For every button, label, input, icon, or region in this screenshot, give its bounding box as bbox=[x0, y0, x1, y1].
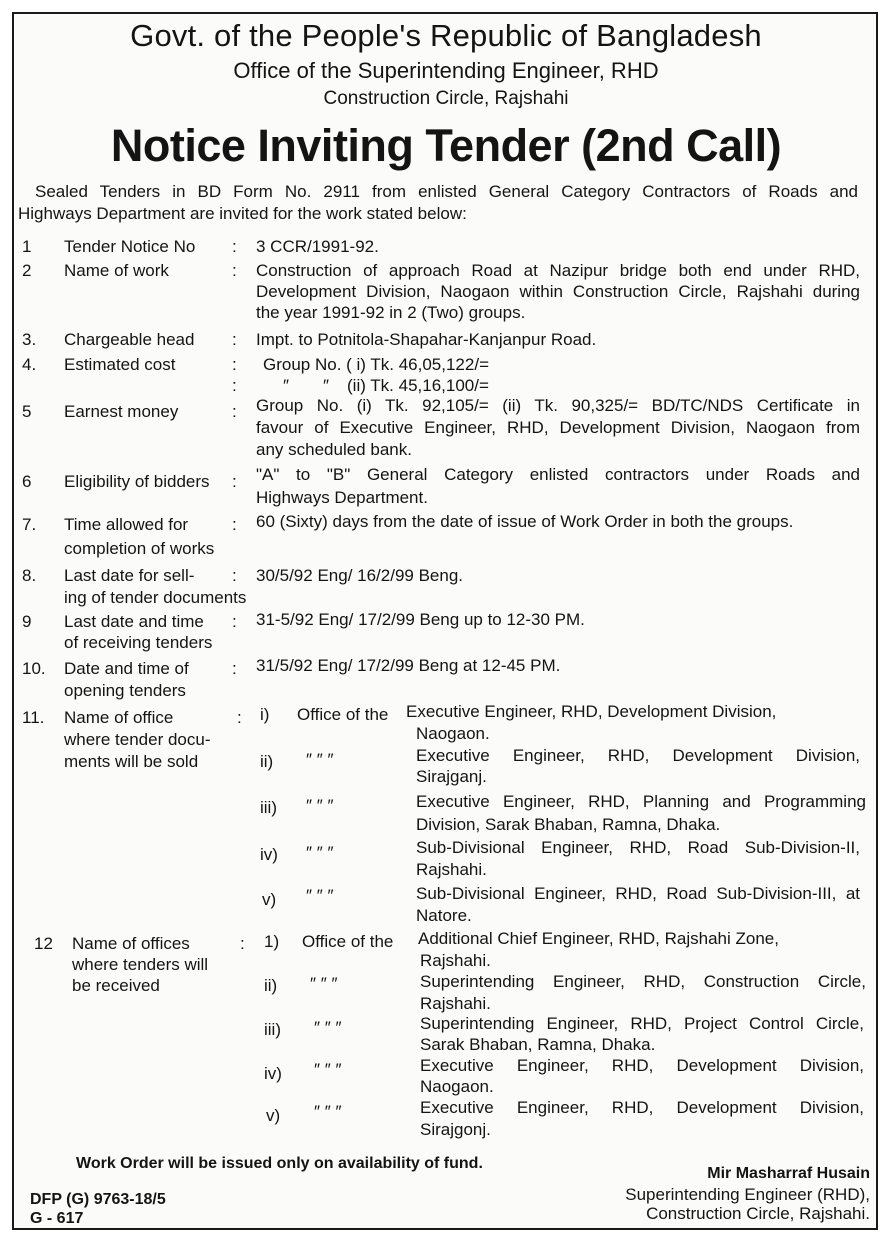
office-prefix: ″ ″ ″ bbox=[314, 1102, 342, 1121]
item-number: 1 bbox=[22, 237, 32, 256]
intro-line-2: Highways Department are invited for the work stated below: bbox=[18, 204, 467, 223]
office-heading: Office of the Superintending Engineer, RHD bbox=[233, 58, 659, 83]
item-label: Earnest money bbox=[64, 402, 179, 421]
colon: : bbox=[232, 515, 237, 534]
office-line: Rajshahi. bbox=[420, 951, 491, 970]
office-line: Executive Engineer, RHD, Development Division, bbox=[420, 1056, 864, 1075]
office-line: Sub-Divisional Engineer, RHD, Road Sub-Division-II, bbox=[416, 838, 860, 857]
signatory-name: Mir Masharraf Husain bbox=[707, 1165, 870, 1182]
colon: : bbox=[232, 659, 237, 678]
item-value: 3 CCR/1991-92. bbox=[256, 237, 379, 256]
item-number: 12 bbox=[34, 934, 53, 953]
item-number: 4. bbox=[22, 355, 37, 374]
office-line: Executive Engineer, RHD, Development Division, bbox=[416, 746, 860, 765]
signatory-office: Construction Circle, Rajshahi. bbox=[646, 1204, 870, 1223]
office-roman: 1) bbox=[264, 932, 280, 951]
item-value: 30/5/92 Eng/ 16/2/99 Beng. bbox=[256, 566, 464, 585]
office-line: Executive Engineer, RHD, Planning and Programming bbox=[416, 792, 866, 811]
item-label: Last date and time bbox=[64, 612, 204, 631]
office-roman: iv) bbox=[264, 1064, 282, 1083]
item-label: where tenders will bbox=[72, 955, 209, 974]
item-number: 7. bbox=[22, 515, 37, 534]
office-roman: v) bbox=[266, 1106, 281, 1125]
funding-note: Work Order will be issued only on availability of fund. bbox=[76, 1155, 483, 1172]
office-line: Naogaon. bbox=[416, 724, 490, 743]
colon: : bbox=[232, 376, 237, 395]
item-label: Chargeable head bbox=[64, 330, 195, 349]
item-label: ments will be sold bbox=[64, 752, 199, 771]
item-label: be received bbox=[72, 976, 160, 995]
office-line: Sirajgonj. bbox=[420, 1120, 491, 1139]
item-label: Name of offices bbox=[72, 934, 190, 953]
office-roman: iv) bbox=[260, 845, 278, 864]
item-value: "A" to "B" General Category enlisted contractors under Roads and bbox=[256, 465, 860, 484]
item-number: 9 bbox=[22, 612, 32, 631]
item-label: ing of tender documents bbox=[64, 588, 247, 607]
item-label: Last date for sell- bbox=[64, 566, 195, 585]
office-line: Sirajganj. bbox=[416, 767, 487, 786]
item-value: any scheduled bank. bbox=[256, 440, 412, 459]
office-prefix: ″ ″ ″ bbox=[306, 750, 334, 769]
office-roman: iii) bbox=[260, 798, 277, 817]
colon: : bbox=[232, 472, 237, 491]
office-line: Superintending Engineer, RHD, Project Control Circle, bbox=[420, 1014, 864, 1033]
item-label: of receiving tenders bbox=[64, 633, 213, 652]
item-label: Date and time of bbox=[64, 659, 189, 678]
colon: : bbox=[232, 612, 237, 631]
item-value: Group No. ( i) Tk. 46,05,122/= bbox=[263, 355, 489, 374]
item-value: Construction of approach Road at Nazipur bridge both end under RHD, bbox=[256, 261, 860, 280]
item-number: 8. bbox=[22, 566, 37, 585]
item-label: Tender Notice No bbox=[64, 237, 196, 256]
office-prefix: ″ ″ ″ bbox=[306, 843, 334, 862]
item-number: 11. bbox=[22, 708, 45, 727]
item-label: Time allowed for bbox=[64, 515, 189, 534]
office-line: Sarak Bhaban, Ramna, Dhaka. bbox=[420, 1035, 656, 1054]
item-value: the year 1991-92 in 2 (Two) groups. bbox=[256, 303, 526, 322]
item-value: (ii) Tk. 45,16,100/= bbox=[347, 376, 489, 395]
office-prefix: ″ ″ ″ bbox=[306, 796, 334, 815]
item-label: Estimated cost bbox=[64, 355, 176, 374]
office-line: Naogaon. bbox=[420, 1077, 494, 1096]
office-prefix: ″ ″ ″ bbox=[306, 886, 334, 905]
office-line: Natore. bbox=[416, 906, 472, 925]
item-label: Name of work bbox=[64, 261, 169, 280]
signatory-title: Superintending Engineer (RHD), bbox=[625, 1185, 870, 1204]
intro-line-1: Sealed Tenders in BD Form No. 2911 from enlisted General Category Contractors of Roads and bbox=[35, 182, 858, 201]
item-value: Development Division, Naogaon within Construction Circle, Rajshahi during bbox=[256, 282, 860, 301]
item-label: where tender docu- bbox=[64, 730, 211, 749]
item-value: 60 (Sixty) days from the date of issue of Work Order in both the groups. bbox=[256, 512, 794, 531]
office-line: Superintending Engineer, RHD, Construction Circle, bbox=[420, 972, 866, 991]
item-value: Highways Department. bbox=[256, 488, 428, 507]
ditto-mark: ″ bbox=[283, 376, 290, 395]
office-roman: ii) bbox=[260, 752, 274, 771]
office-line: Rajshahi. bbox=[416, 860, 487, 879]
colon: : bbox=[232, 402, 237, 421]
colon: : bbox=[232, 237, 237, 256]
item-value: Impt. to Potnitola-Shapahar-Kanjanpur Road. bbox=[256, 330, 597, 349]
colon: : bbox=[240, 934, 245, 953]
colon: : bbox=[232, 330, 237, 349]
colon: : bbox=[237, 708, 242, 727]
office-line: Division, Sarak Bhaban, Ramna, Dhaka. bbox=[416, 815, 721, 834]
office-line: Executive Engineer, RHD, Development Division, bbox=[420, 1098, 864, 1117]
item-label: opening tenders bbox=[64, 681, 186, 700]
item-value: favour of Executive Engineer, RHD, Development Division, Naogaon from bbox=[256, 418, 860, 437]
dfp-reference: DFP (G) 9763-18/5 bbox=[30, 1191, 166, 1208]
office-roman: iii) bbox=[264, 1020, 281, 1039]
office-roman: v) bbox=[262, 890, 277, 909]
office-prefix: ″ ″ ″ bbox=[310, 974, 338, 993]
office-roman: i) bbox=[260, 705, 270, 724]
item-value: Group No. (i) Tk. 92,105/= (ii) Tk. 90,325/= BD/TC/NDS Certificate in bbox=[256, 396, 860, 415]
item-number: 3. bbox=[22, 330, 37, 349]
item-label: Eligibility of bidders bbox=[64, 472, 210, 491]
colon: : bbox=[232, 355, 237, 374]
office-line: Additional Chief Engineer, RHD, Rajshahi Zone, bbox=[418, 929, 779, 948]
item-number: 2 bbox=[22, 261, 32, 280]
office-line: Rajshahi. bbox=[420, 994, 491, 1013]
circle-heading: Construction Circle, Rajshahi bbox=[323, 88, 569, 109]
item-label: Name of office bbox=[64, 708, 174, 727]
item-number: 5 bbox=[22, 402, 32, 421]
office-prefix: ″ ″ ″ bbox=[314, 1060, 342, 1079]
item-number: 10. bbox=[22, 659, 46, 678]
item-label: completion of works bbox=[64, 539, 215, 558]
colon: : bbox=[232, 566, 237, 585]
office-prefix: Office of the bbox=[297, 705, 389, 724]
ditto-mark: ″ bbox=[323, 376, 330, 395]
item-number: 6 bbox=[22, 472, 32, 491]
item-value: 31-5/92 Eng/ 17/2/99 Beng up to 12-30 PM. bbox=[256, 610, 585, 629]
item-value: 31/5/92 Eng/ 17/2/99 Beng at 12-45 PM. bbox=[256, 656, 561, 675]
office-prefix: ″ ″ ″ bbox=[314, 1018, 342, 1037]
office-roman: ii) bbox=[264, 976, 278, 995]
g-reference: G - 617 bbox=[30, 1210, 84, 1227]
office-line: Executive Engineer, RHD, Development Division, bbox=[406, 702, 777, 721]
govt-heading: Govt. of the People's Republic of Bangladesh bbox=[130, 18, 762, 53]
office-line: Sub-Divisional Engineer, RHD, Road Sub-Division-III, at bbox=[416, 884, 860, 903]
colon: : bbox=[232, 261, 237, 280]
notice-title: Notice Inviting Tender (2nd Call) bbox=[110, 120, 782, 171]
office-prefix: Office of the bbox=[302, 932, 394, 951]
